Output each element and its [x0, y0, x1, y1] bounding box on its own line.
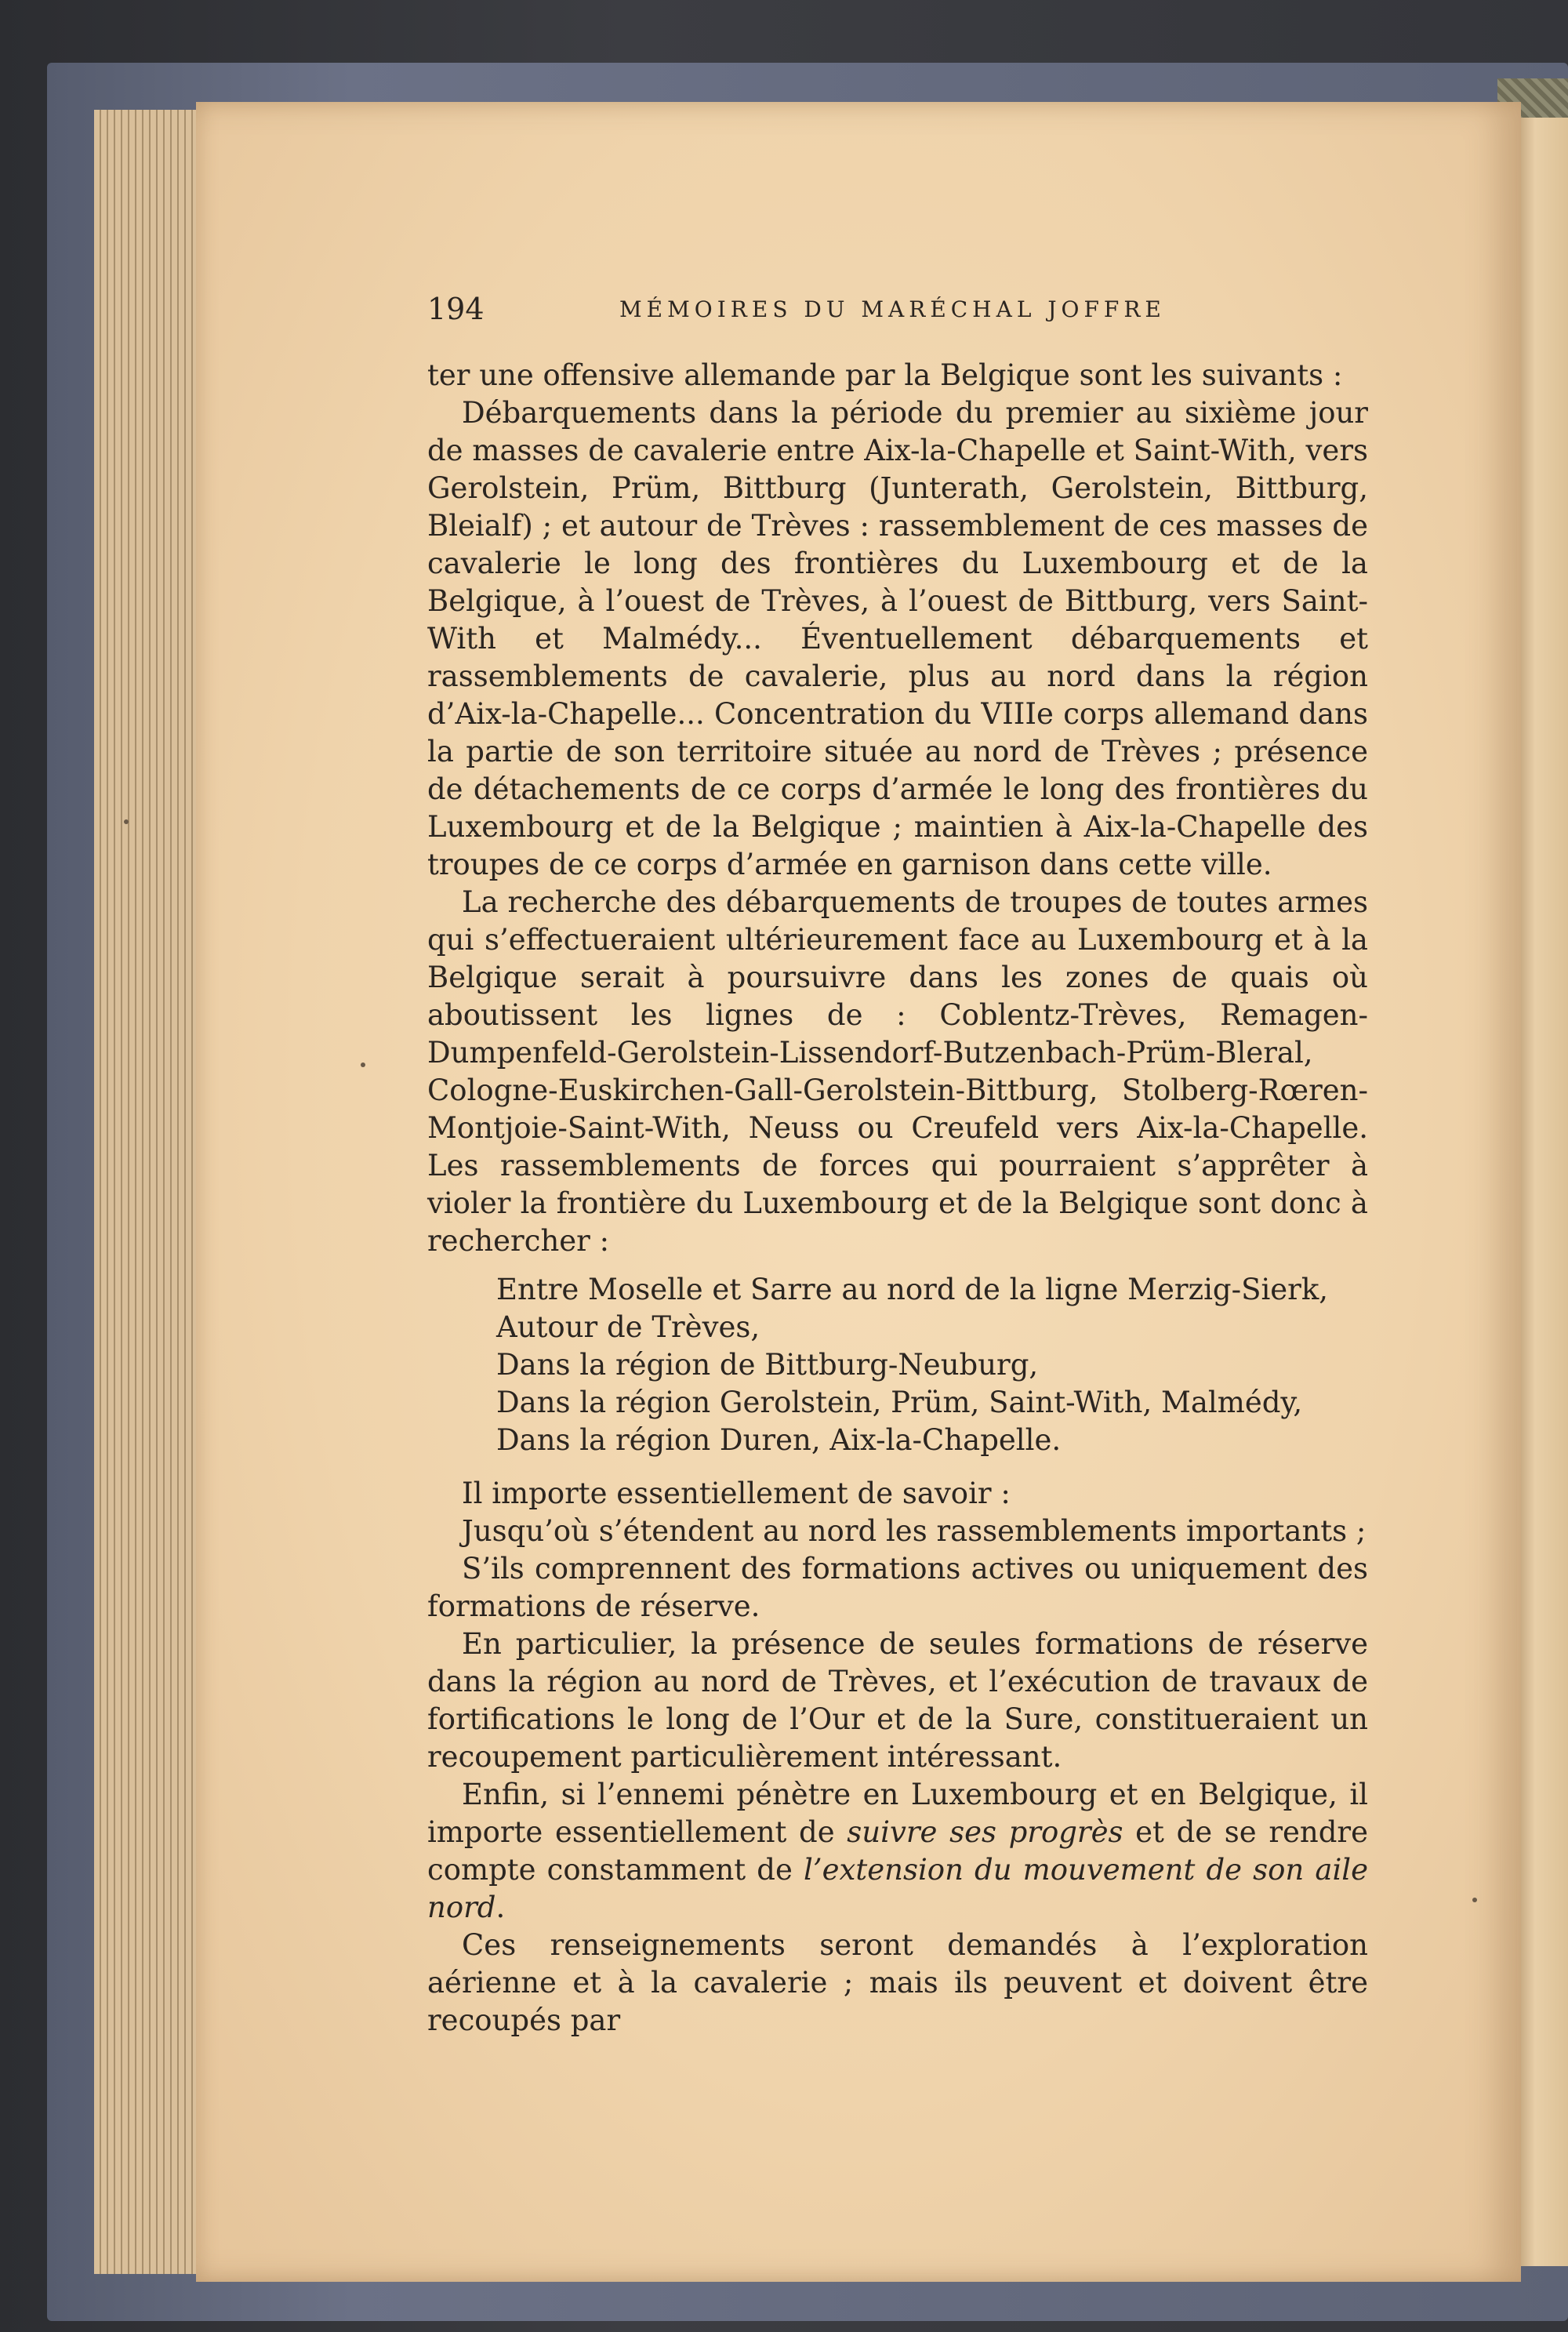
list-item: Dans la région Duren, Aix-la-Chapelle. [496, 1423, 1062, 1457]
running-title: MÉMOIRES DU MARÉCHAL JOFFRE [619, 296, 1166, 322]
italic-text: l’extension du mouvement de son aile nord [427, 1853, 1369, 1924]
list-item: Dans la région Gerolstein, Prüm, Saint-With, Malmédy, [496, 1386, 1303, 1419]
paper-speck [361, 1062, 365, 1067]
page-body [427, 357, 1368, 2040]
paragraph: ter une offensive allemande par la Belgique sont les suivants : [427, 358, 1343, 392]
emphasis-paragraph [427, 1776, 1368, 1927]
paragraph: Débarquements dans la période du premier au sixième jour de masses de cavalerie entre Aix-la-Chapelle et Saint-With, vers Gerolstein, Prüm, Bittburg (Junterath, Gerolstein, Bittburg, Bleialf) ; et autour de Trèves : rassemblement de ces masses de cavalerie le long des frontières du Luxembourg et de la Belgique, à l’ouest de Trèves, à l’ouest de Bittburg, vers Saint-With et Malmédy... Éventuellement débarquements et rassemblements de cavalerie, plus au nord dans la région d’Aix-la-Chapelle... Concentration du VIIIe corps allemand dans la partie de son territoire située au nord de Trèves ; présence de détachements de ce corps d’armée le long des frontières du Luxembourg et de la Belgique ; maintien à Aix-la-Chapelle des troupes de ce corps d’armée en garnison dans cette ville. [427, 396, 1368, 881]
italic-text: suivre ses progrès [847, 1815, 1123, 1849]
text-run: . [495, 1891, 506, 1924]
paragraph: Ces renseignements seront demandés à l’exploration aérienne et à la cavalerie ; mais ils peuvent et doivent être recoupés par [427, 1928, 1368, 2037]
page-header [427, 292, 1368, 336]
paper-speck [124, 819, 129, 824]
paragraph: La recherche des débarquements de troupes de toutes armes qui s’effectueraient ultérieurement face au Luxembourg et à la Belgique serait à poursuivre dans les zones de quais où aboutissent les lignes de : Coblentz-Trèves, Remagen-Dumpenfeld-Gerolstein-Lissendorf-Butzenbach-Prüm-Bleral, Cologne-Euskirchen-Gall-Gerolstein-Bittburg, Stolberg-Rœren-Montjoie-Saint-With, Neuss ou Creufeld vers Aix-la-Chapelle. Les rassemblements de forces qui pourraient s’apprêter à violer la frontière du Luxembourg et de la Belgique sont donc à rechercher : [427, 885, 1368, 1258]
text-run: et de se rendre compte constamment de [427, 1815, 1369, 1887]
page-stack-edges [94, 110, 204, 2274]
text-run: Enfin, si l’ennemi pénètre en Luxembourg et en Belgique, il importe essentiellement de [427, 1778, 1368, 1849]
page-number: 194 [427, 292, 485, 326]
paragraph: S’ils comprennent des formations actives ou uniquement des formations de réserve. [427, 1552, 1368, 1623]
facing-page-edge [1513, 118, 1568, 2266]
list-item: Autour de Trèves, [496, 1310, 760, 1344]
paragraph: Il importe essentiellement de savoir : [462, 1477, 1011, 1510]
paragraph: En particulier, la présence de seules formations de réserve dans la région au nord de Trèves, et l’exécution de travaux de fortifications le long de l’Our et de la Sure, constitueraient un recoupement particulièrement intéressant. [427, 1627, 1368, 1774]
paragraph: Jusqu’où s’étendent au nord les rassemblements importants ; [462, 1514, 1367, 1548]
region-list [496, 1271, 1368, 1459]
list-item: Entre Moselle et Sarre au nord de la ligne Merzig-Sierk, [496, 1273, 1329, 1306]
list-item: Dans la région de Bittburg-Neuburg, [496, 1348, 1039, 1382]
paper-speck [1472, 1898, 1477, 1902]
